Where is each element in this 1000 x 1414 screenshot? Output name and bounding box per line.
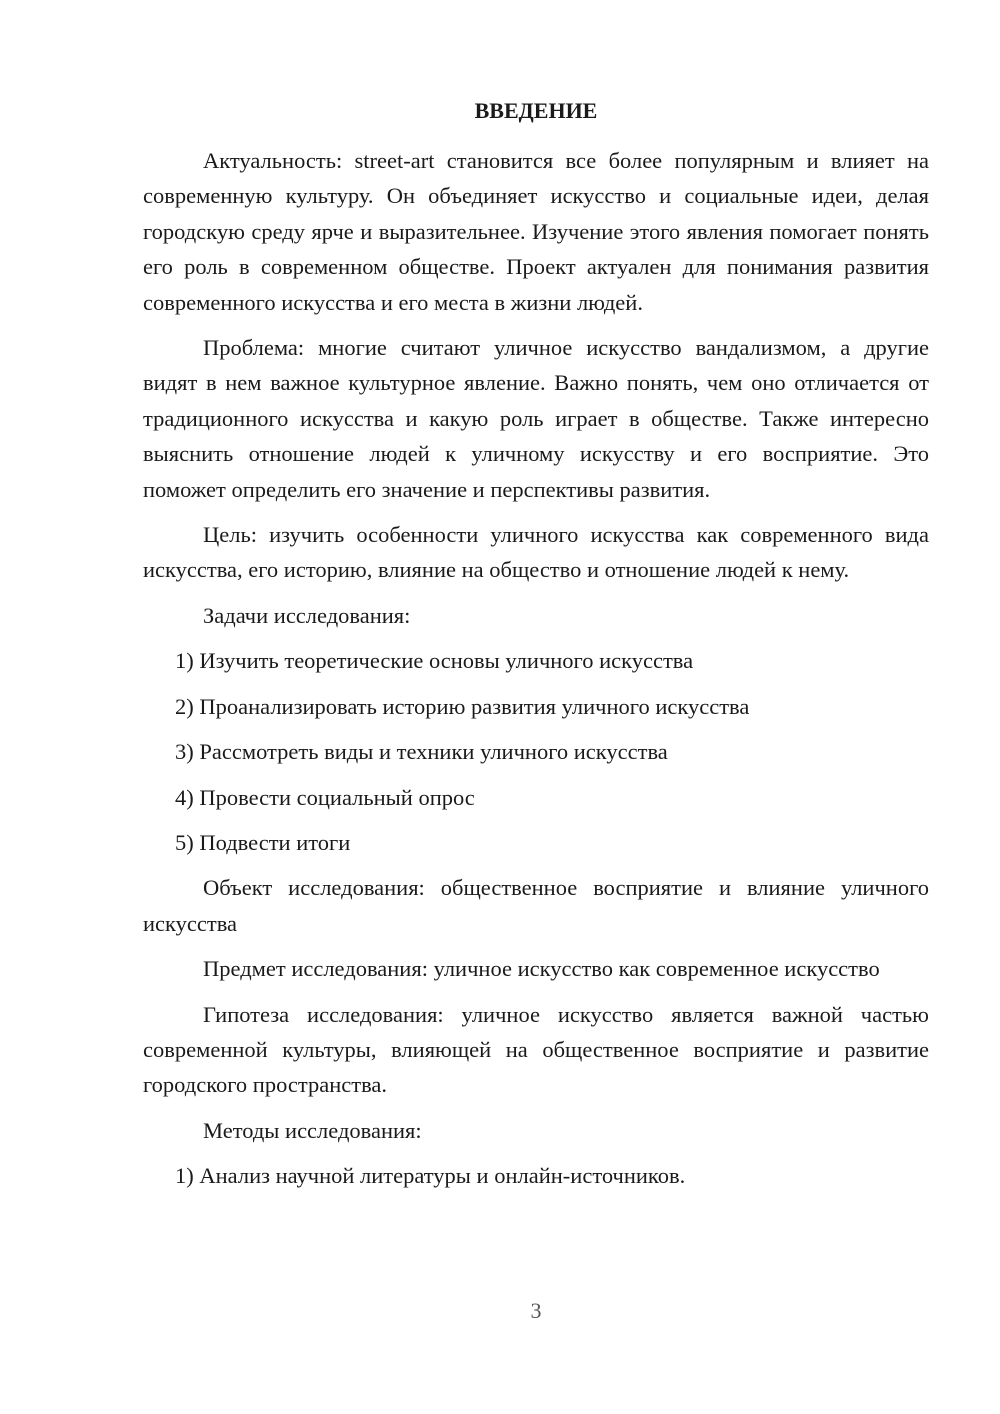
- methods-title: Методы исследования:: [203, 1117, 422, 1143]
- page-number: 3: [530, 1298, 542, 1323]
- task-item: 2) Проанализировать историю развития уличного искусства: [175, 693, 750, 719]
- section-heading: ВВЕДЕНИЕ: [474, 98, 598, 123]
- method-item: 1) Анализ научной литературы и онлайн-источников.: [175, 1163, 686, 1189]
- task-item: 1) Изучить теоретические основы уличного искусства: [175, 648, 694, 674]
- relevance-paragraph: Актуальность: street-art становится все более популярным и влияет на современную культуру. Он объединяет искусство и социальные идеи, делая городскую среду ярче и выразительнее. Изучение этого явления помогает понять его роль в современном обществе. Проект актуален для понимания развития современного искусства и его места в жизни людей.: [143, 148, 929, 315]
- object-paragraph: Объект исследования: общественное восприятие и влияние уличного искусства: [143, 875, 929, 936]
- problem-paragraph: Проблема: многие считают уличное искусство вандализмом, а другие видят в нем важное культурное явление. Важно понять, чем оно отличается от традиционного искусства и какую роль играет в обществе. Также интересно выяснить отношение людей к уличному искусству и его восприятие. Это поможет определить его значение и перспективы развития.: [143, 335, 929, 502]
- hypothesis-paragraph: Гипотеза исследования: уличное искусство является важной частью современной культуры, влияющей на общественное восприятие и развитие городского пространства.: [143, 1001, 929, 1098]
- task-item: 5) Подвести итоги: [175, 829, 351, 855]
- task-item: 3) Рассмотреть виды и техники уличного искусства: [175, 739, 668, 765]
- document-body: [143, 143, 929, 1204]
- tasks-title: Задачи исследования:: [203, 602, 411, 628]
- task-item: 4) Провести социальный опрос: [175, 784, 475, 810]
- subject-paragraph: Предмет исследования: уличное искусство как современное искусство: [203, 956, 880, 982]
- goal-paragraph: Цель: изучить особенности уличного искусства как современного вида искусства, его историю, влияние на общество и отношение людей к нему.: [143, 522, 929, 583]
